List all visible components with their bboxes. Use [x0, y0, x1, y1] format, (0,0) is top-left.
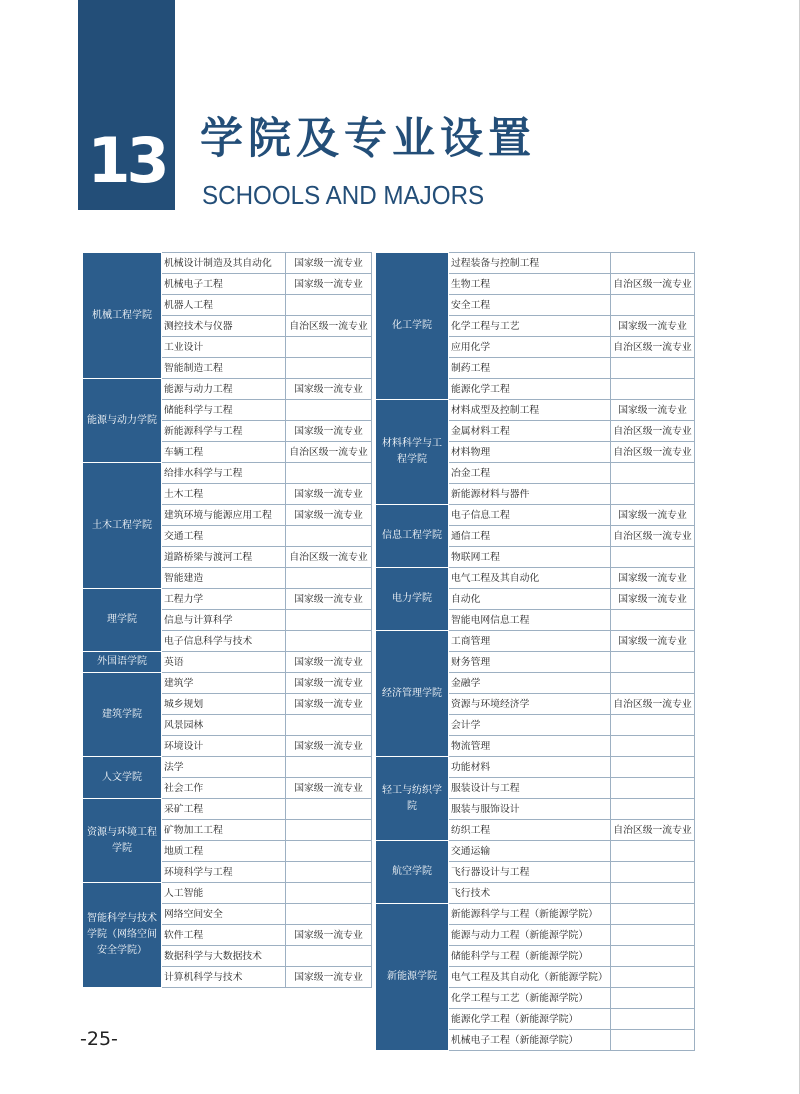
- major-level: [611, 799, 695, 820]
- page-number: -25-: [80, 1028, 118, 1050]
- major-name: 采矿工程: [162, 799, 286, 820]
- major-level: [286, 799, 372, 820]
- major-level: 自治区级一流专业: [611, 337, 695, 358]
- major-name: 车辆工程: [162, 442, 286, 463]
- major-name: 财务管理: [449, 652, 611, 673]
- major-level: [611, 463, 695, 484]
- major-level: 国家级一流专业: [286, 652, 372, 673]
- major-level: 国家级一流专业: [286, 967, 372, 988]
- major-name: 法学: [162, 757, 286, 778]
- table-row: [376, 400, 695, 421]
- major-level: [611, 547, 695, 568]
- major-name: 飞行器设计与工程: [449, 862, 611, 883]
- major-name: 智能电网信息工程: [449, 610, 611, 631]
- major-name: 英语: [162, 652, 286, 673]
- major-name: 矿物加工工程: [162, 820, 286, 841]
- major-level: [611, 379, 695, 400]
- major-level: [611, 1030, 695, 1051]
- major-name: 电气工程及其自动化（新能源学院）: [449, 967, 611, 988]
- major-name: 建筑环境与能源应用工程: [162, 505, 286, 526]
- major-level: [611, 253, 695, 274]
- major-name: 功能材料: [449, 757, 611, 778]
- major-level: 国家级一流专业: [611, 568, 695, 589]
- major-level: 国家级一流专业: [611, 505, 695, 526]
- major-level: 国家级一流专业: [286, 421, 372, 442]
- major-level: [286, 820, 372, 841]
- major-name: 能源化学工程: [449, 379, 611, 400]
- table-row: [83, 463, 372, 484]
- major-level: 国家级一流专业: [611, 316, 695, 337]
- major-level: 国家级一流专业: [286, 505, 372, 526]
- major-level: 自治区级一流专业: [611, 274, 695, 295]
- major-name: 计算机科学与技术: [162, 967, 286, 988]
- major-name: 工程力学: [162, 589, 286, 610]
- major-name: 工业设计: [162, 337, 286, 358]
- major-level: [611, 883, 695, 904]
- major-level: [611, 862, 695, 883]
- major-name: 服装设计与工程: [449, 778, 611, 799]
- major-name: 物联网工程: [449, 547, 611, 568]
- major-name: 地质工程: [162, 841, 286, 862]
- major-level: [611, 1009, 695, 1030]
- major-name: 风景园林: [162, 715, 286, 736]
- school-name: 经济管理学院: [376, 631, 449, 757]
- school-name: 电力学院: [376, 568, 449, 631]
- major-level: [286, 295, 372, 316]
- major-level: [286, 904, 372, 925]
- school-name: 机械工程学院: [83, 253, 162, 379]
- page-title-cn: 学院及专业设置: [200, 114, 536, 164]
- school-name: 轻工与纺织学院: [376, 757, 449, 841]
- major-level: [286, 400, 372, 421]
- school-name: 化工学院: [376, 253, 449, 400]
- major-level: [611, 757, 695, 778]
- majors-table-left: [82, 252, 372, 988]
- major-name: 交通运输: [449, 841, 611, 862]
- table-row: [376, 568, 695, 589]
- school-name: 理学院: [83, 589, 162, 652]
- table-row: [376, 253, 695, 274]
- major-name: 工商管理: [449, 631, 611, 652]
- major-level: [286, 841, 372, 862]
- table-row: [83, 883, 372, 904]
- major-level: 国家级一流专业: [286, 274, 372, 295]
- table-row: [83, 673, 372, 694]
- major-name: 智能建造: [162, 568, 286, 589]
- major-level: [286, 610, 372, 631]
- major-name: 电子信息工程: [449, 505, 611, 526]
- section-number: 13: [87, 124, 166, 197]
- major-name: 物流管理: [449, 736, 611, 757]
- major-name: 人工智能: [162, 883, 286, 904]
- major-name: 环境设计: [162, 736, 286, 757]
- major-level: [611, 736, 695, 757]
- major-name: 生物工程: [449, 274, 611, 295]
- major-name: 机械设计制造及其自动化: [162, 253, 286, 274]
- major-level: 自治区级一流专业: [611, 694, 695, 715]
- page-title-en: SCHOOLS AND MAJORS: [202, 180, 485, 210]
- major-name: 信息与计算科学: [162, 610, 286, 631]
- major-level: 自治区级一流专业: [286, 547, 372, 568]
- major-name: 电子信息科学与技术: [162, 631, 286, 652]
- major-level: [286, 883, 372, 904]
- major-level: [611, 925, 695, 946]
- table-row: [376, 904, 695, 925]
- major-level: [611, 946, 695, 967]
- major-level: 自治区级一流专业: [611, 820, 695, 841]
- school-name: 土木工程学院: [83, 463, 162, 589]
- major-level: 国家级一流专业: [286, 379, 372, 400]
- major-level: 国家级一流专业: [611, 589, 695, 610]
- major-level: 国家级一流专业: [286, 925, 372, 946]
- major-name: 社会工作: [162, 778, 286, 799]
- major-name: 数据科学与大数据技术: [162, 946, 286, 967]
- major-level: [286, 757, 372, 778]
- major-level: 国家级一流专业: [286, 778, 372, 799]
- table-row: [83, 652, 372, 673]
- major-name: 网络空间安全: [162, 904, 286, 925]
- table-row: [83, 757, 372, 778]
- school-name: 智能科学与技术学院（网络空间安全学院）: [83, 883, 162, 988]
- major-name: 能源与动力工程: [162, 379, 286, 400]
- major-name: 金融学: [449, 673, 611, 694]
- major-level: 国家级一流专业: [286, 484, 372, 505]
- majors-table-right: [375, 252, 695, 1051]
- major-name: 能源与动力工程（新能源学院）: [449, 925, 611, 946]
- major-name: 机器人工程: [162, 295, 286, 316]
- table-row: [376, 631, 695, 652]
- major-level: [611, 484, 695, 505]
- major-level: [611, 295, 695, 316]
- major-level: 国家级一流专业: [286, 736, 372, 757]
- major-name: 材料成型及控制工程: [449, 400, 611, 421]
- major-level: [286, 631, 372, 652]
- major-level: 国家级一流专业: [286, 253, 372, 274]
- major-level: [611, 988, 695, 1009]
- section-number-box: [78, 0, 175, 210]
- major-name: 材料物理: [449, 442, 611, 463]
- major-name: 环境科学与工程: [162, 862, 286, 883]
- major-name: 化学工程与工艺: [449, 316, 611, 337]
- major-name: 软件工程: [162, 925, 286, 946]
- school-name: 材料科学与工程学院: [376, 400, 449, 505]
- major-level: [611, 673, 695, 694]
- major-name: 纺织工程: [449, 820, 611, 841]
- table-row: [376, 757, 695, 778]
- major-name: 新能源科学与工程: [162, 421, 286, 442]
- major-level: [286, 946, 372, 967]
- major-level: 国家级一流专业: [611, 631, 695, 652]
- major-name: 过程装备与控制工程: [449, 253, 611, 274]
- school-name: 能源与动力学院: [83, 379, 162, 463]
- table-row: [83, 379, 372, 400]
- major-name: 储能科学与工程: [162, 400, 286, 421]
- major-name: 化学工程与工艺（新能源学院）: [449, 988, 611, 1009]
- table-row: [376, 841, 695, 862]
- major-name: 测控技术与仪器: [162, 316, 286, 337]
- major-name: 交通工程: [162, 526, 286, 547]
- major-level: 自治区级一流专业: [611, 421, 695, 442]
- major-level: [286, 337, 372, 358]
- major-name: 机械电子工程: [162, 274, 286, 295]
- major-name: 冶金工程: [449, 463, 611, 484]
- major-name: 会计学: [449, 715, 611, 736]
- major-level: [611, 610, 695, 631]
- major-name: 新能源材料与器件: [449, 484, 611, 505]
- major-level: [286, 568, 372, 589]
- major-level: 自治区级一流专业: [286, 442, 372, 463]
- major-name: 道路桥梁与渡河工程: [162, 547, 286, 568]
- school-name: 资源与环境工程学院: [83, 799, 162, 883]
- major-level: 国家级一流专业: [611, 400, 695, 421]
- major-name: 城乡规划: [162, 694, 286, 715]
- major-name: 给排水科学与工程: [162, 463, 286, 484]
- major-name: 制药工程: [449, 358, 611, 379]
- major-name: 新能源科学与工程（新能源学院）: [449, 904, 611, 925]
- major-name: 金属材料工程: [449, 421, 611, 442]
- school-name: 新能源学院: [376, 904, 449, 1051]
- major-name: 通信工程: [449, 526, 611, 547]
- major-name: 土木工程: [162, 484, 286, 505]
- major-level: 国家级一流专业: [286, 589, 372, 610]
- major-level: [286, 526, 372, 547]
- major-name: 飞行技术: [449, 883, 611, 904]
- major-level: [286, 463, 372, 484]
- major-level: [611, 715, 695, 736]
- major-name: 资源与环境经济学: [449, 694, 611, 715]
- school-name: 航空学院: [376, 841, 449, 904]
- major-level: [286, 715, 372, 736]
- major-name: 机械电子工程（新能源学院）: [449, 1030, 611, 1051]
- school-name: 人文学院: [83, 757, 162, 799]
- major-name: 储能科学与工程（新能源学院）: [449, 946, 611, 967]
- school-name: 信息工程学院: [376, 505, 449, 568]
- major-level: [611, 967, 695, 988]
- school-name: 建筑学院: [83, 673, 162, 757]
- major-level: [611, 841, 695, 862]
- major-name: 电气工程及其自动化: [449, 568, 611, 589]
- table-row: [83, 253, 372, 274]
- table-row: [83, 799, 372, 820]
- major-level: [611, 652, 695, 673]
- major-level: [286, 358, 372, 379]
- major-name: 自动化: [449, 589, 611, 610]
- major-level: 国家级一流专业: [286, 694, 372, 715]
- major-level: 自治区级一流专业: [611, 526, 695, 547]
- major-name: 智能制造工程: [162, 358, 286, 379]
- major-level: [611, 778, 695, 799]
- major-name: 安全工程: [449, 295, 611, 316]
- table-row: [83, 589, 372, 610]
- major-level: 国家级一流专业: [286, 673, 372, 694]
- major-name: 应用化学: [449, 337, 611, 358]
- school-name: 外国语学院: [83, 652, 162, 673]
- major-level: [611, 358, 695, 379]
- major-name: 建筑学: [162, 673, 286, 694]
- major-level: [286, 862, 372, 883]
- major-name: 服装与服饰设计: [449, 799, 611, 820]
- major-level: 自治区级一流专业: [286, 316, 372, 337]
- table-row: [376, 505, 695, 526]
- major-name: 能源化学工程（新能源学院）: [449, 1009, 611, 1030]
- major-level: [611, 904, 695, 925]
- major-level: 自治区级一流专业: [611, 442, 695, 463]
